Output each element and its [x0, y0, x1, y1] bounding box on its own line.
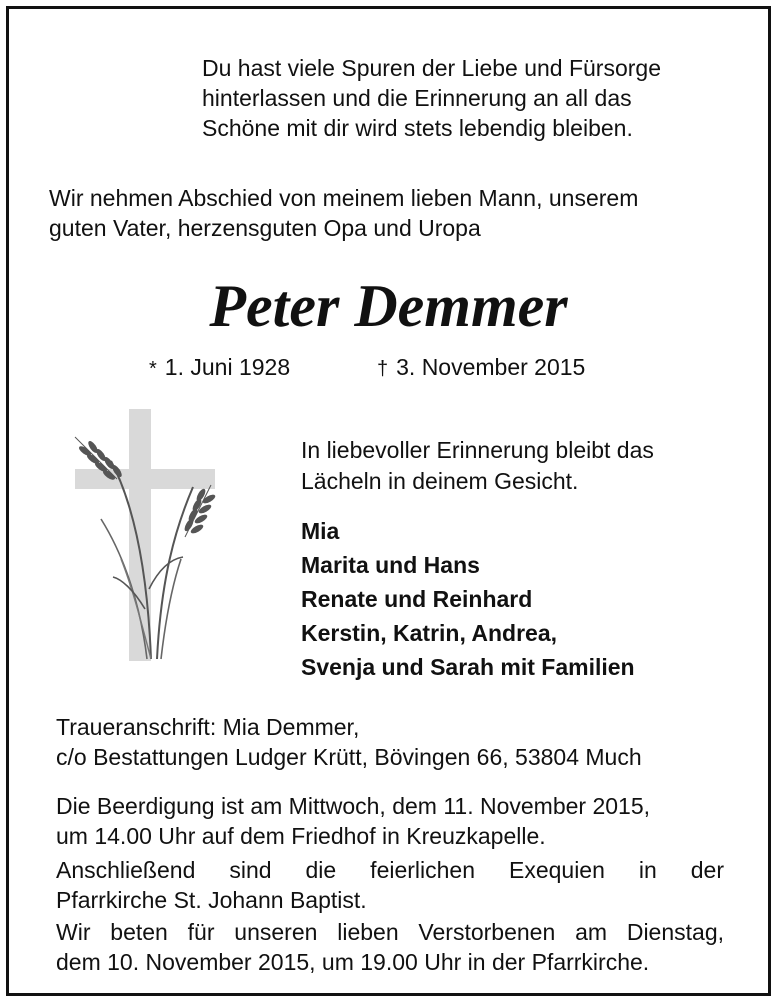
- family-list: [301, 514, 635, 684]
- intro-line: guten Vater, herzensguten Opa und Uropa: [49, 215, 481, 241]
- family-member: Renate und Reinhard: [301, 586, 533, 612]
- quote-line: Du hast viele Spuren der Liebe und Fürsorge: [202, 55, 662, 81]
- memorial-text: [301, 435, 654, 497]
- deceased-name: Peter Demmer: [209, 273, 568, 339]
- family-member: Mia: [301, 518, 340, 544]
- family-member: Marita und Hans: [301, 552, 480, 578]
- birth-date: 1. Juni 1928: [164, 354, 291, 380]
- exequies-line: Anschließend sind die feierlichen Exequien in der: [56, 857, 724, 883]
- intro-line: Wir nehmen Abschied von meinem lieben Mann, unserem: [49, 185, 639, 211]
- death-cross-icon: †: [377, 358, 389, 380]
- birth-star-icon: *: [149, 358, 157, 380]
- memorial-line: Lächeln in deinem Gesicht.: [301, 468, 579, 494]
- quote-line: Schöne mit dir wird stets lebendig bleiben.: [202, 115, 633, 141]
- opening-quote: [202, 53, 661, 143]
- exequies-line: Pfarrkirche St. Johann Baptist.: [56, 887, 367, 913]
- funeral-line: um 14.00 Uhr auf dem Friedhof in Kreuzkapelle.: [56, 823, 546, 849]
- address-line: c/o Bestattungen Ludger Krütt, Bövingen 66, 53804 Much: [56, 744, 642, 770]
- family-member: Svenja und Sarah mit Familien: [301, 654, 635, 680]
- address-line: Traueranschrift: Mia Demmer,: [56, 714, 360, 740]
- birth-date-line: [149, 352, 290, 384]
- family-member: Kerstin, Katrin, Andrea,: [301, 620, 558, 646]
- prayer-info: [56, 917, 724, 977]
- farewell-intro: [49, 183, 638, 243]
- funeral-info: [56, 791, 650, 851]
- obituary-frame: [6, 6, 771, 996]
- quote-line: hinterlassen und die Erinnerung an all das: [202, 85, 632, 111]
- funeral-line: Die Beerdigung ist am Mittwoch, dem 11. November 2015,: [56, 793, 651, 819]
- memorial-line: In liebevoller Erinnerung bleibt das: [301, 437, 654, 463]
- death-date-line: [377, 352, 585, 384]
- mourning-address: [56, 712, 642, 772]
- death-date: 3. November 2015: [396, 354, 586, 380]
- exequies-info: [56, 855, 724, 915]
- cross-with-wheat-icon: [71, 409, 231, 669]
- prayer-line: Wir beten für unseren lieben Verstorbenen am Dienstag,: [56, 919, 724, 945]
- prayer-line: dem 10. November 2015, um 19.00 Uhr in der Pfarrkirche.: [56, 949, 650, 975]
